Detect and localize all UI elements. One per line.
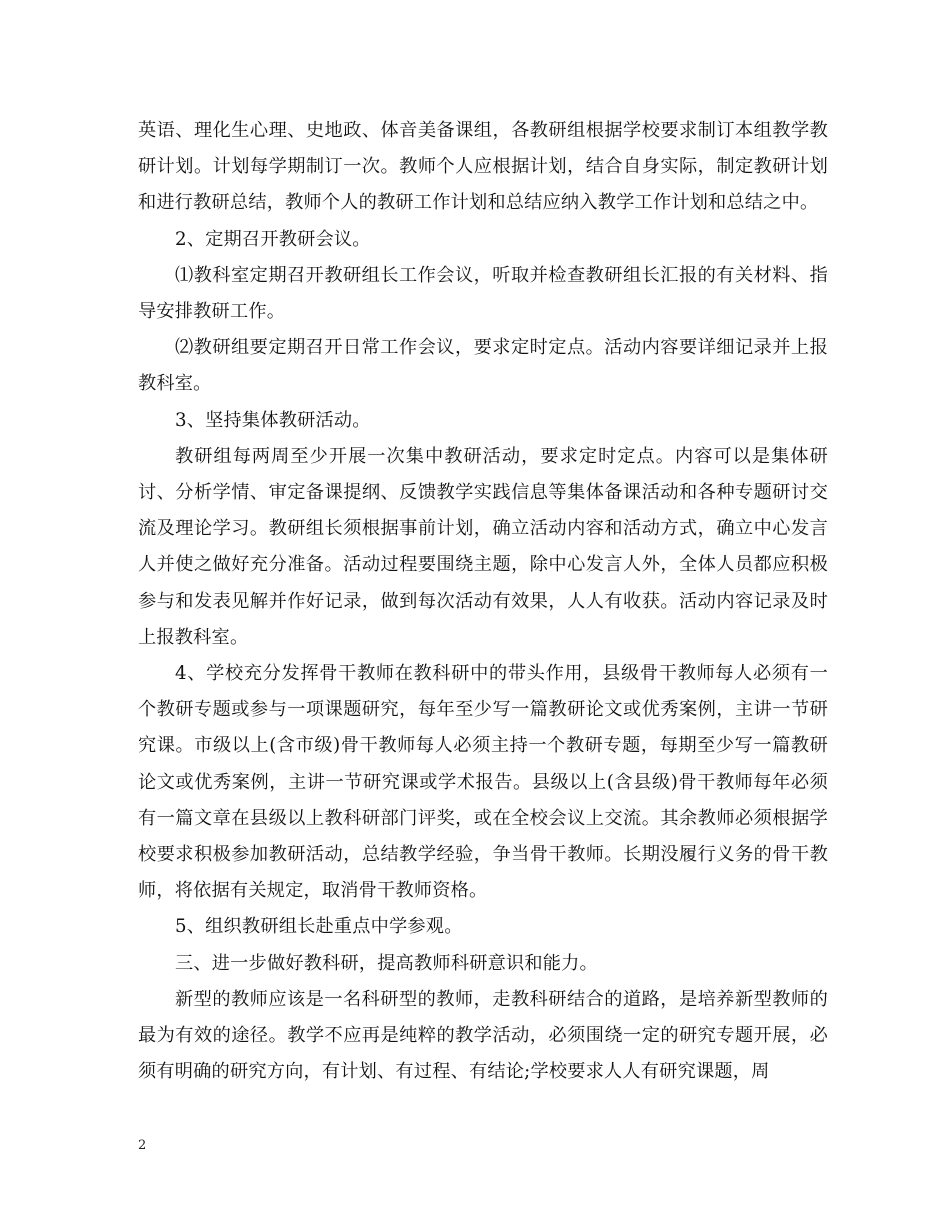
page-number: 2: [138, 1138, 147, 1153]
paragraph: 教研组每两周至少开展一次集中教研活动，要求定时定点。内容可以是集体研讨、分析学情、审定备课提纲、反馈教学实践信息等集体备课活动和各种专题研讨交流及理论学习。教研组长须根据事前计划，确立活动内容和活动方式，确立中心发言人并使之做好充分准备。活动过程要围绕主题，除中心发言人外，全体人员都应积极参与和发表见解并作好记录，做到每次活动有效果，人人有收获。活动内容记录及时上报教科室。: [138, 445, 828, 648]
paragraph: 5、组织教研组长赴重点中学参观。: [175, 916, 463, 938]
paragraph: ⑴教科室定期召开教研组长工作会议，听取并检查教研组长汇报的有关材料、指导安排教研工作。: [138, 264, 828, 323]
paragraph: 4、学校充分发挥骨干教师在教科研中的带头作用，县级骨干教师每人必须有一个教研专题或参与一项课题研究，每年至少写一篇教研论文或优秀案例，主讲一节研究课。市级以上(含市级)骨干教师每人必须主持一个教研专题，每期至少写一篇教研论文或优秀案例，主讲一节研究课或学术报告。县级以上(含县级)骨干教师每年必须有一篇文章在县级以上教科研部门评奖，或在全校会议上交流。其余教师必须根据学校要求积极参加教研活动，总结教学经验，争当骨干教师。长期没履行义务的骨干教师，将依据有关规定，取消骨干教师资格。: [138, 663, 828, 902]
paragraph: 三、进一步做好教科研，提高教师科研意识和能力。: [175, 952, 598, 974]
paragraph: ⑵教研组要定期召开日常工作会议，要求定时定点。活动内容要详细记录并上报教科室。: [138, 337, 828, 395]
paragraph: 英语、理化生心理、史地政、体音美备课组，各教研组根据学校要求制订本组教学教研计划。计划每学期制订一次。教师个人应根据计划，结合自身实际，制定教研计划和进行教研总结，教师个人的教研工作计划和总结应纳入教学工作计划和总结之中。: [138, 120, 828, 214]
body-text: [138, 113, 828, 1090]
paragraph: 新型的教师应该是一名科研型的教师，走教科研结合的道路，是培养新型教师的最为有效的途径。教学不应再是纯粹的教学活动，必须围绕一定的研究专题开展，必须有明确的研究方向，有计划、有过程、有结论;学校要求人人有研究课题，周: [138, 988, 828, 1083]
paragraph: 3、坚持集体教研活动。: [175, 409, 371, 431]
paragraph: 2、定期召开教研会议。: [175, 228, 371, 250]
